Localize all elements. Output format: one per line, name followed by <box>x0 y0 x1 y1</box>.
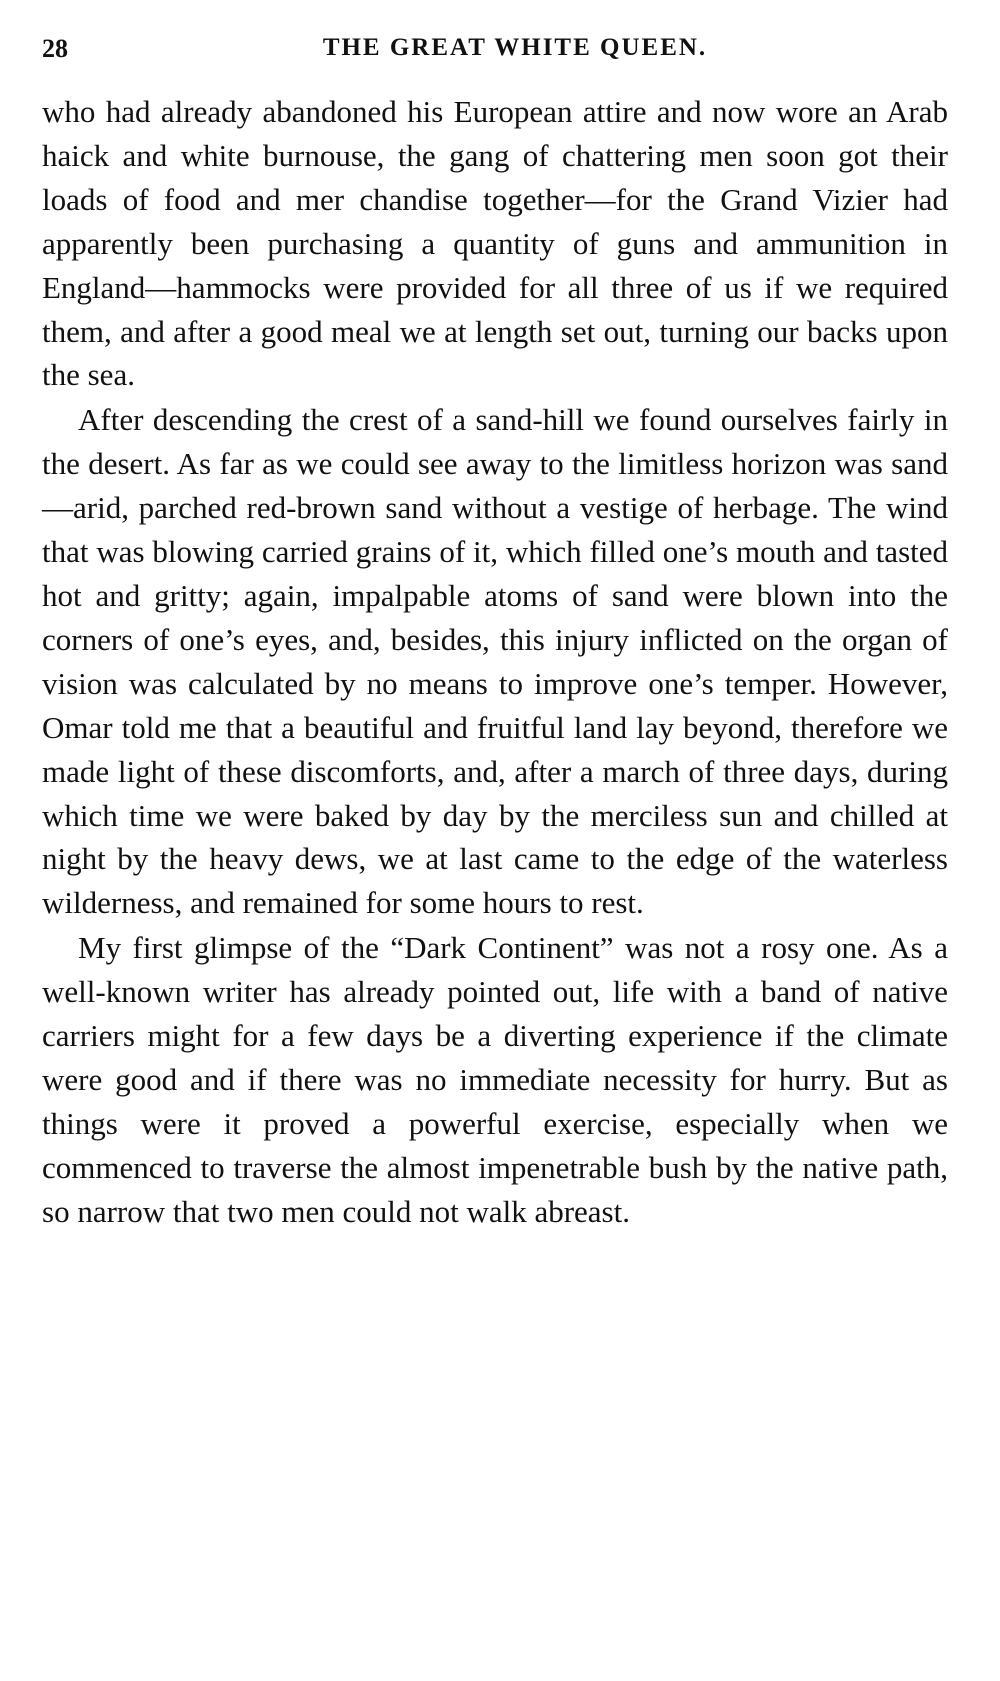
running-title: THE GREAT WHITE QUEEN. <box>322 34 708 61</box>
page-number: 28 <box>42 34 68 63</box>
body-text <box>42 90 948 1234</box>
paragraph-desert: After descending the crest of a sand-hill we found ourselves fairly in the desert. As far as we could see away to the limitless horizon was sand—arid, parched red-brown sand without a vestige of herbage. The wind that was blowing carried grains of it, which filled one’s mouth and tasted hot and gritty; again, impalpable atoms of sand were blown into the corners of one’s eyes, and, besides, this injury inflicted on the organ of vision was calculated by no means to improve one’s temper. However, Omar told me that a beautiful and fruitful land lay beyond, therefore we made light of these discomforts, and, after a march of three days, during which time we were baked by day by the merciless sun and chilled at night by the heavy dews, we at last came to the edge of the waterless wilderness, and remained for some hours to rest. <box>42 402 948 921</box>
paragraph-continued: who had already abandoned his European attire and now wore an Arab haick and white burnouse, the gang of chattering men soon got their loads of food and mer chandise together—for the Grand Vizier had apparently been purchasing a quantity of guns and ammunition in England—hammocks were provided for all three of us if we required them, and after a good meal we at length set out, turning our backs upon the sea. <box>42 94 948 393</box>
paragraph-dark-continent: My first glimpse of the “Dark Continent” was not a rosy one. As a well-known writer has already pointed out, life with a band of native carriers might for a few days be a diverting experience if the climate were good and if there was no immediate necessity for hurry. But as things were it proved a powerful exercise, especially when we commenced to traverse the almost impenetrable bush by the native path, so narrow that two men could not walk abreast. <box>42 930 948 1229</box>
running-header <box>42 30 948 78</box>
book-page <box>42 30 948 1234</box>
